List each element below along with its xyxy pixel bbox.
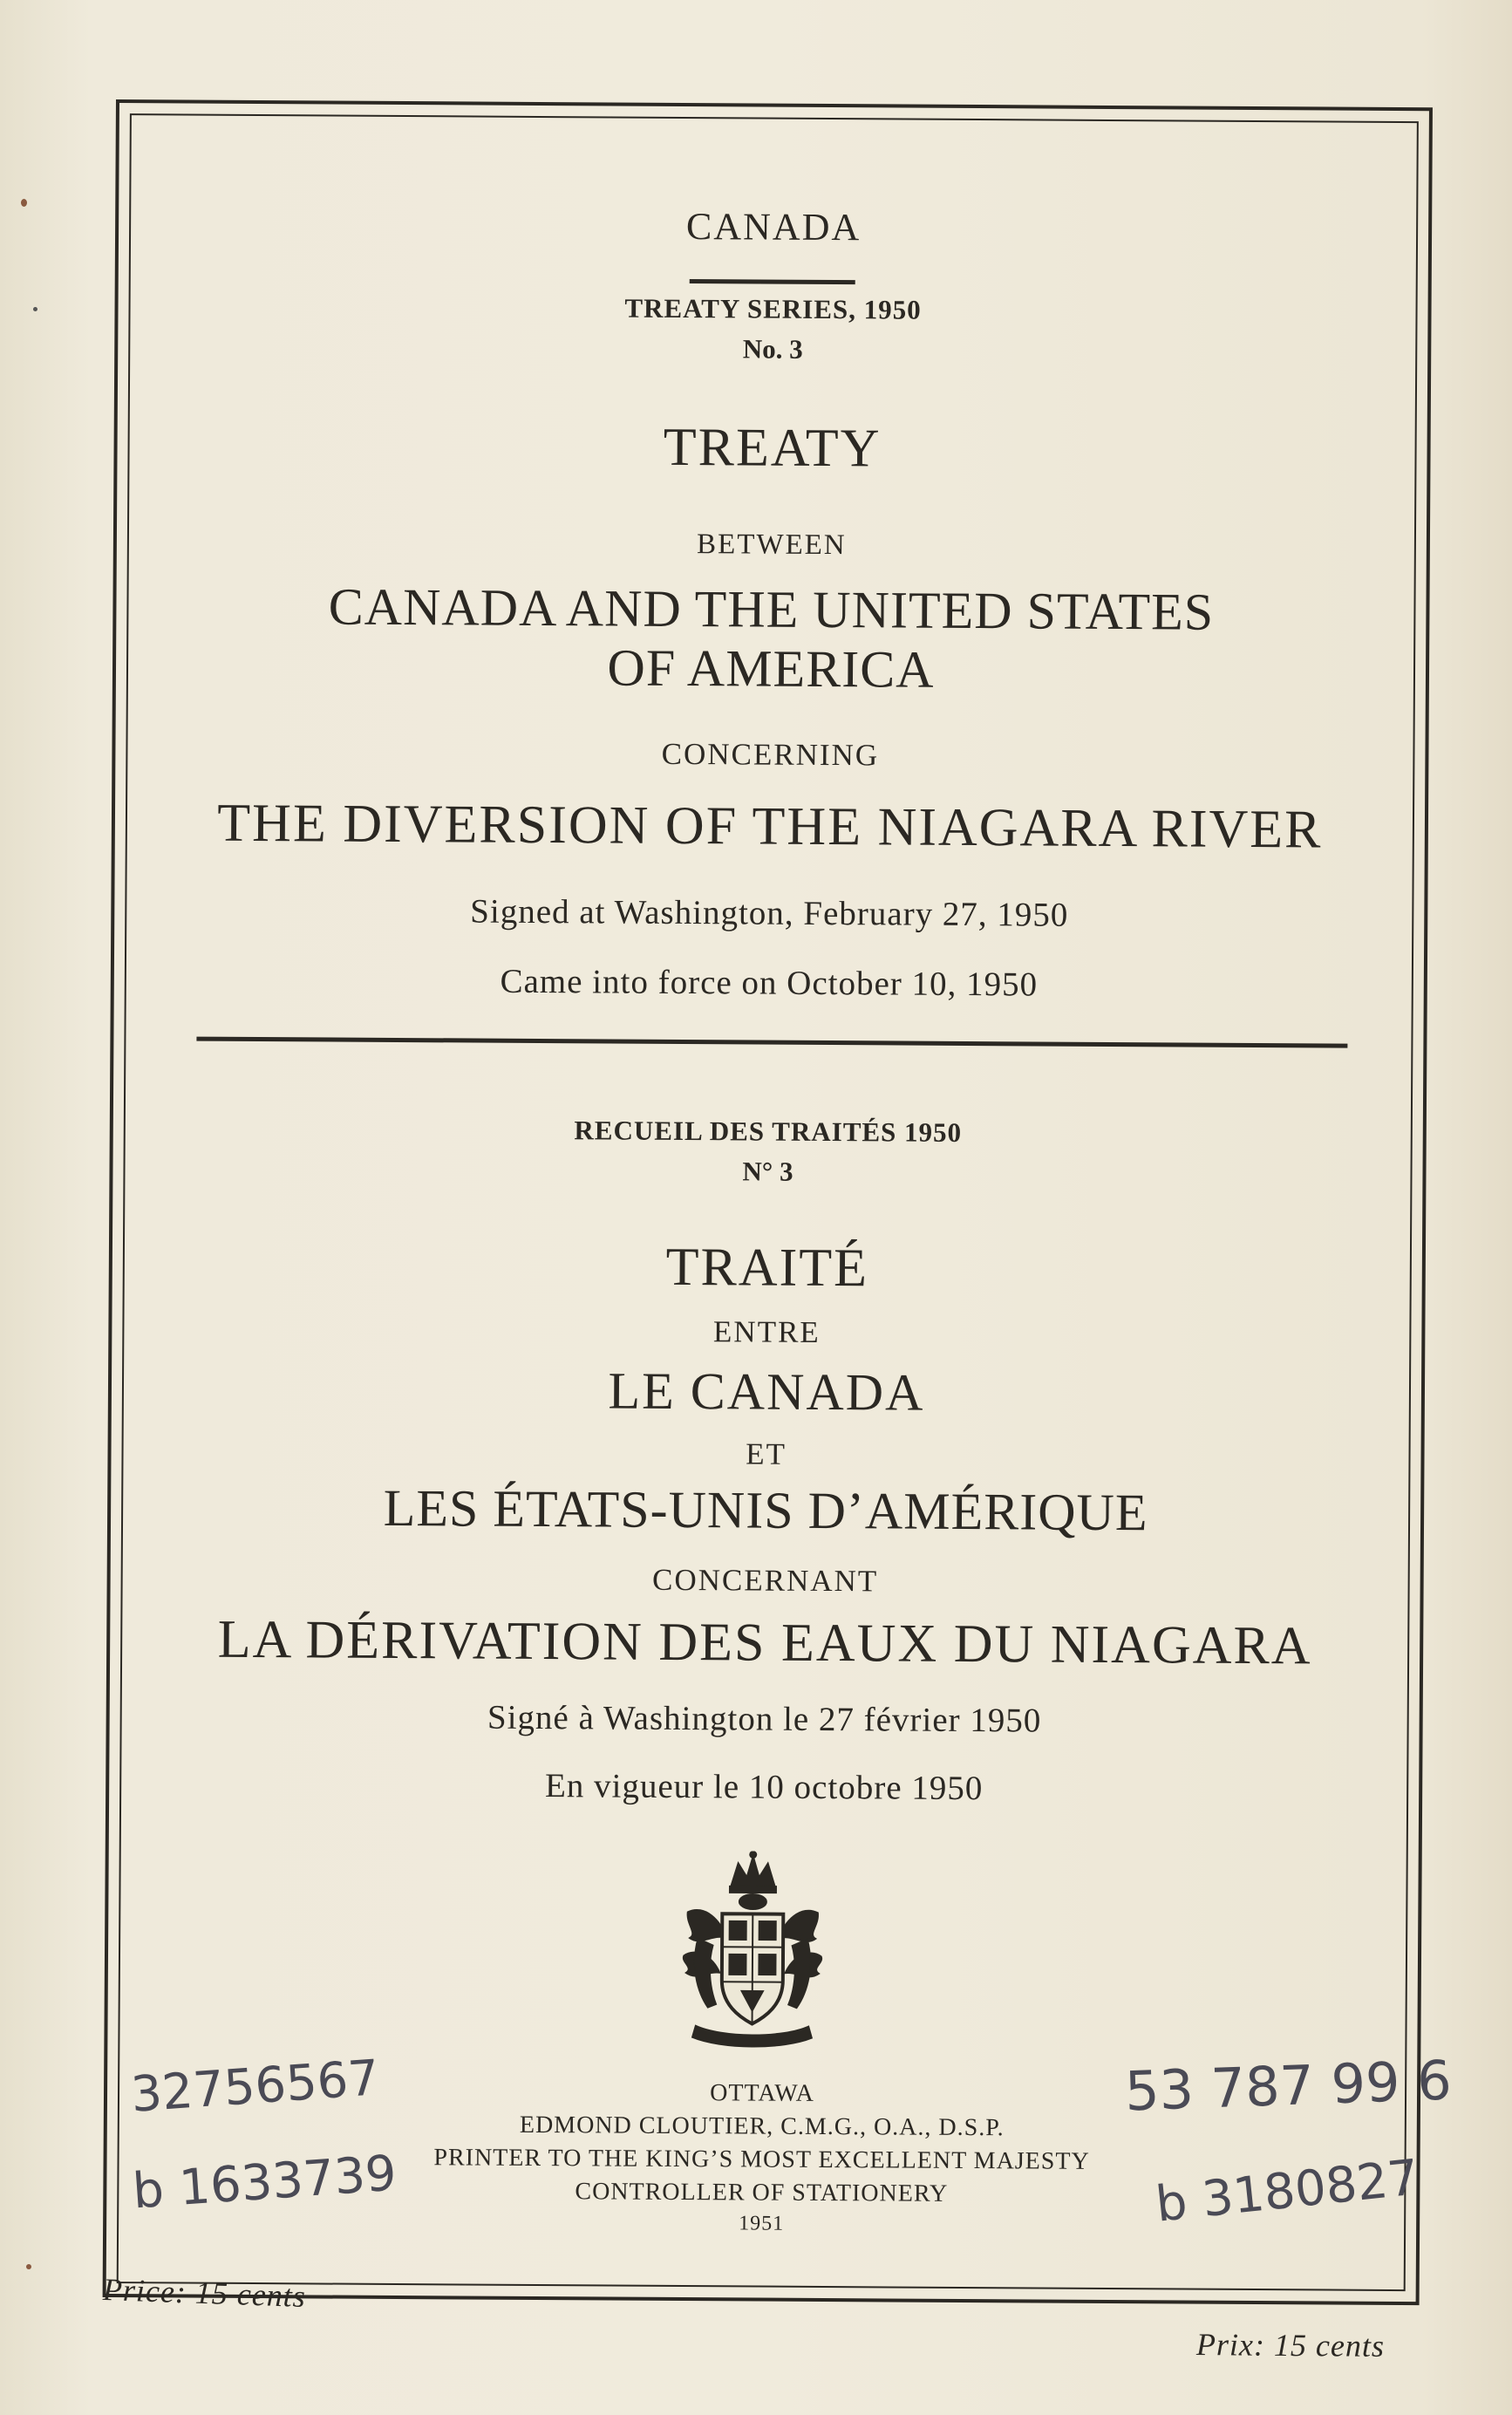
concerning-label: CONCERNING [661, 736, 880, 773]
imprint-city: OTTAWA [710, 2079, 815, 2107]
parties-line-2: OF AMERICA [607, 638, 935, 699]
imprint-printer: EDMOND CLOUTIER, C.M.G., O.A., D.S.P. [519, 2111, 1005, 2142]
entry-into-force-date: Came into force on October 10, 1950 [500, 962, 1039, 1004]
imprint-controller: CONTROLLER OF STATIONERY [575, 2178, 949, 2207]
entry-into-force-date-fr: En vigueur le 10 octobre 1950 [544, 1767, 984, 1808]
imprint-printer-title: PRINTER TO THE KING’S MOST EXCELLENT MAJESTY [433, 2144, 1090, 2175]
paper-speck [26, 2264, 31, 2269]
treaty-subject-fr: LA DÉRIVATION DES EAUX DU NIAGARA [217, 1609, 1312, 1676]
country-heading: CANADA [685, 204, 862, 249]
concerning-label-fr: CONCERNANT [651, 1562, 879, 1599]
imprint-year: 1951 [739, 2212, 785, 2235]
royal-coat-of-arms-icon [678, 1851, 827, 2054]
price-french: Prix: 15 cents [1195, 2327, 1386, 2364]
treaty-number: No. 3 [742, 333, 803, 365]
document-type-fr: TRAITÉ [665, 1237, 869, 1299]
handwritten-number-bottom-right: b 3180827 [1153, 2149, 1422, 2234]
party-1-fr: LE CANADA [608, 1361, 925, 1422]
title-page-border [103, 99, 1433, 2305]
recueil-number: N° 3 [742, 1156, 793, 1187]
between-label-fr: ENTRE [712, 1314, 821, 1349]
handwritten-number-top-right: 53 787 99 6 [1123, 2048, 1453, 2124]
signing-date: Signed at Washington, February 27, 1950 [470, 892, 1069, 934]
and-label-fr: ET [746, 1436, 787, 1471]
between-label: BETWEEN [696, 529, 847, 562]
price-english: Price: 15 cents [102, 2271, 307, 2315]
handwritten-number-top-left: 32756567 [129, 2050, 381, 2124]
paper-speck [33, 307, 37, 311]
parties-line-1: CANADA AND THE UNITED STATES [328, 577, 1215, 641]
treaty-series: TREATY SERIES, 1950 [624, 292, 922, 325]
signing-date-fr: Signé à Washington le 27 février 1950 [487, 1698, 1042, 1740]
document-type: TREATY [663, 417, 882, 479]
paper-speck [21, 199, 27, 207]
handwritten-number-bottom-left: b 1633739 [131, 2145, 398, 2221]
treaty-subject: THE DIVERSION OF THE NIAGARA RIVER [217, 793, 1323, 860]
party-2-fr: LES ÉTATS-UNIS D’AMÉRIQUE [383, 1478, 1148, 1542]
recueil-series: RECUEIL DES TRAITÉS 1950 [574, 1115, 963, 1148]
